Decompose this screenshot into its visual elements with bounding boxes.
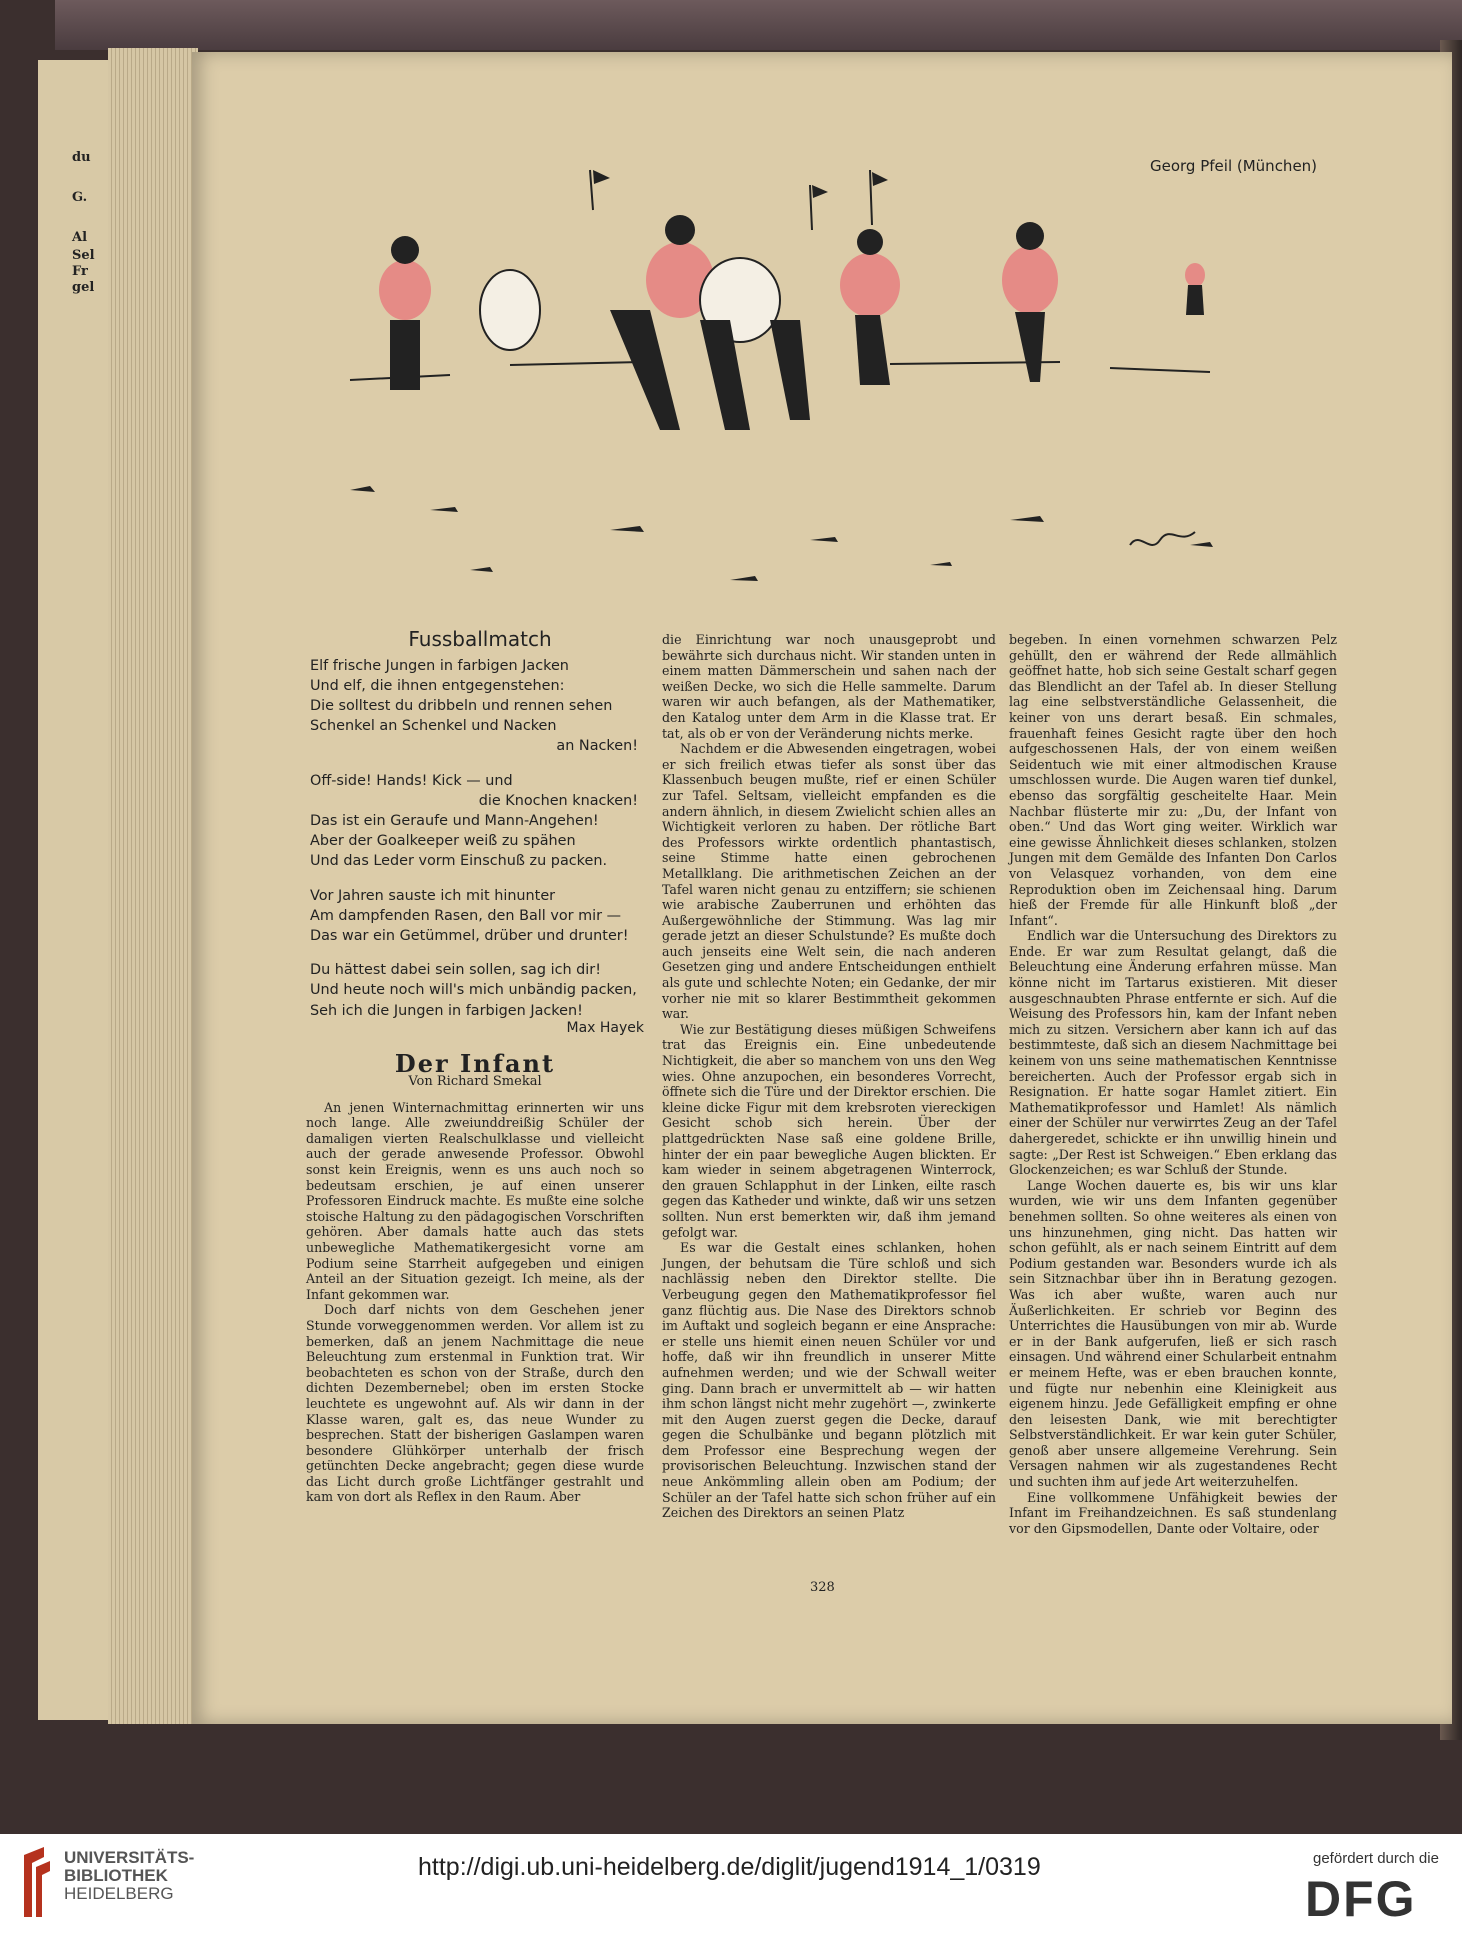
player-jersey (840, 253, 900, 317)
poem-line: Elf frische Jungen in farbigen Jacken (310, 657, 569, 674)
poem-line: Die solltest du dribbeln und rennen sehen (310, 698, 613, 714)
poem-line: Off-side! Hands! Kick — und (310, 772, 513, 789)
poem-author: Max Hayek (566, 1019, 644, 1036)
column-middle (662, 632, 996, 1521)
story-paragraph: Wie zur Bestätigung dieses müßigen Schweifens trat das Ereignis ein. Eine unbedeutende Nichtigkeit, die aber so manchem von uns den Weg wies. Ohne anzupochen, ein besonderes Vorrecht, öffnete sich die Türe und der Direktor erschien. Die kleine dicke Figur mit dem krebsroten viereckigen Gesicht schob sich herein. Über der plattgedrückten Nase saß eine goldene Brille, hinter der ein paar bewegliche Augen blickten. Er kam wieder in seinem abgetragenen Winterrock, den grauen Schlapphut in der Linken, eilte rasch gegen das Katheder und winkte, daß wir uns setzen sollten. Nun erst bemerkten wir, daß ihm jemand gefolgt war. (662, 1021, 996, 1240)
poem-line: Schenkel an Schenkel und Nacken (310, 718, 557, 735)
poem-line: Aber der Goalkeeper weiß zu spähen (310, 833, 576, 850)
story-paragraph: Nachdem er die Abwesenden eingetragen, wobei er sich freilich etwas tiefer als sonst über das Klassenbuch beugen mußte, rief er einen Schüler zur Tafel. Seltsam, vielleicht empfanden es die andern ähnlich, in diesem Zwielicht schien alles an Wichtigkeit verloren zu haben. Der rötliche Bart des Professors wirkte ordentlich phantastisch, seine Stimme hatte einen gebrochenen Metallklang. Die arithmetischen Zeichen an der Tafel waren nicht genau zu entziffern; sie schienen wie arabische Zauberrunen und erhöhten das Außergewöhnliche der Stimmung. Was lag mir gerade jetzt an dieser Schulstunde? Es mußte doch auch jenseits eine Welt sein, die nach anderen Gesetzen ging und andere Entscheidungen enthielt als gute und schlechte Noten; ein Gedanke, der mir vorher nie mit so klarer Bestimmtheit gekommen war. (662, 741, 996, 1022)
poem-line: Und elf, die ihnen entgegenstehen: (310, 677, 565, 694)
flag (812, 185, 828, 198)
story-paragraph: Endlich war die Untersuchung des Direktors zu Ende. Er war zum Resultat gelangt, daß die Beleuchtung eine Änderung erfahren müsse. Man könne nicht im Tartarus existieren. Mit dieser ausgeschnaubten Phrase entfernte er sich. Auf die Weisung des Professors hin, kam der Infant neben mich zu sitzen. Versichern aber kann ich auf das bestimmteste, daß sich an diesem Nachmittage bei keinem von uns seine mathematischen Kenntnisse bereicherten. Auch der Professor ergab sich in Resignation. Er hatte sogar Hamlet zitiert. Ein Mathematikprofessor und Hamlet! Als nämlich einer der Schüler nur verwirrtes Zeug an der Tafel dahergeredet, schickte er ihn unwillig hinein und sagte: „Der Rest ist Schweigen.“ Eben erklang das Glockenzeichen; es war Schluß der Stunde. (1009, 928, 1337, 1178)
poem-stanza (310, 771, 644, 872)
illustration-credit: Georg Pfeil (München) (1150, 157, 1318, 175)
player-head (391, 236, 419, 264)
grass-strokes (350, 486, 1213, 581)
poem-stanza (310, 886, 644, 947)
library-line: UNIVERSITÄTS- (64, 1848, 195, 1867)
left-fragment: Fr (72, 264, 88, 279)
story-paragraph: An jenen Winternachmittag erinnerten wir uns noch lange. Alle zweiunddreißig Schüler der damaligen vierten Realschulklasse und vielleicht auch der gerade anwesende Professor. Obwohl sonst kein Ereignis, wenn es uns auch noch so bedeutsam erschien, je auf einen unserer Professoren Eindruck machte. Es mußte eine solche stoische Haltung zu den pädagogischen Vorschriften gehören. Aber damals hatte auch das stets unbewegliche Mathematikergesicht vorne am Podium seine Starrheit aufgegeben und einigen Anteil an der Situation gezeigt. Ich meine, als der Infant gekommen war. (306, 1099, 644, 1302)
university-library-name (64, 1849, 194, 1903)
story-paragraph: Lange Wochen dauerte es, bis wir uns klar wurden, wie wir uns dem Infanten gegenüber benehmen sollten. So ohne weiteres als einen von uns hinzunehmen, ging nicht. Das hatten wir schon gefühlt, als er nach seinem Eintritt auf dem Podium gestanden war. Besonders wurde ich als sein Sitznachbar über ihn in Beratung gezogen. Was ich aber wußte, waren auch nur Äußerlichkeiten. Er schrieb vor Beginn des Unterrichtes die Hausübungen von mir ab. Wurde er in der Bank aufgerufen, ließ er sich rasch einsagen. Und während einer Schularbeit entnahm er meinem Hefte, was er eben brauchen konnte, und fügte nur nebenhin eine Kleinigkeit aus eigenem hinzu. Jede Gefälligkeit empfing er ohne den leisesten Dank, wie mit berechtigter Selbstverständlichkeit. Er war kein guter Schüler, genoß aber unsere allgemeine Verehrung. Sein Versagen nahmen wir als zugestandenes Recht und suchten ihm auf jede Art weiterzuhelfen. (1009, 1177, 1337, 1490)
poem-line: Und das Leder vorm Einschuß zu packen. (310, 853, 608, 870)
page-edges (108, 48, 198, 1724)
permalink-url[interactable]: http://digi.ub.uni-heidelberg.de/diglit/jugend1914_1/0319 (418, 1853, 1041, 1881)
poem-line: Das ist ein Geraufe und Mann-Angehen! (310, 813, 599, 830)
story-paragraph: begeben. In einen vornehmen schwarzen Pelz gehüllt, den er während der Rede allmählich geöffnet hatte, hob sich seine Gestalt scharf gegen das Blendlicht an der Tafel ab. In dieser Stellung lag eine selbstverständliche Gelassenheit, die keiner von uns derart besaß. Ein schmales, frauenhaft feines Gesicht ragte über den hoch aufgeschossenen Hals, der von einem weißen Seidentuch wie mit einer altmodischen Krause umschlossen wurde. Die Augen waren tief dunkel, ebenso das sorgfältig gescheitelte Haar. Mein Nachbar flüsterte mir zu: „Du, der Infant von oben.“ Und das Wort ging weiter. Wirklich war eine gewisse Ähnlichkeit dieses schlanken, stolzen Jungen mit dem Gemälde des Infanten Don Carlos von Velasquez vorhanden, von dem eine Reproduktion oben im Zeichensaal hing. Darum hieß der Fremde für alle Hinkunft bloß „der Infant“. (1009, 632, 1337, 928)
player-legs (390, 320, 420, 390)
player-legs (855, 315, 890, 385)
poem-line: Am dampfenden Rasen, den Ball vor mir — (310, 907, 622, 924)
poem-title: Fussballmatch (408, 627, 552, 651)
university-library-logo-icon (20, 1845, 54, 1919)
player-head (1016, 222, 1044, 250)
library-city: HEIDELBERG (64, 1884, 174, 1903)
player-shirt (480, 270, 540, 350)
story-paragraph: Doch darf nichts von dem Geschehen jener Stunde vorweggenommen werden. Vor allem ist zu bemerken, daß an jenem Nachmittage die neue Beleuchtung zum erstenmal in Funktion trat. Wir beobachteten es schon von der Straße, durch den dichten Dezembernebel; oben im ersten Stocke leuchtete es ungewohnt auf. Als wir dann in der Klasse waren, galt es, das neue Wunder zu besprechen. Statt der bisherigen Gaslampen waren besondere Glühkörper unterhalb der frisch getünchten Decke angebracht; gegen diese wurde das Licht durch große Lichtfänger gestrahlt und kam von dort als Reflex in den Raum. Aber (306, 1302, 644, 1505)
left-fragment: G. (72, 190, 88, 205)
goalkeeper-legs (1186, 285, 1204, 315)
column-right (1009, 632, 1337, 1536)
football-illustration (310, 150, 1310, 590)
poem-line: die Knochen knacken! (478, 792, 638, 809)
left-fragment: Al (72, 230, 88, 245)
story-paragraph: die Einrichtung war noch unausgeprobt und bewährte sich durchaus nicht. Wir standen unten in einem matten Dämmerschein und sahen nach der weißen Decke, wo sich die Helle sammelte. Darum waren wir auch befangen, als der Mathematiker, den Katalog unter dem Arm in die Klasse trat. Er tat, als ob er von der Veränderung nichts merke. (662, 632, 996, 741)
player-head (665, 215, 695, 245)
flag (593, 170, 610, 184)
scrum-legs (610, 310, 810, 430)
poem-line: Das war ein Getümmel, drüber und drunter! (310, 928, 629, 945)
book-cover-top (55, 0, 1462, 50)
story-author: Von Richard Smekal (408, 1074, 542, 1090)
left-fragment: gel (72, 280, 95, 295)
goalkeeper-jersey (1185, 263, 1205, 287)
left-fragment: Sel (72, 248, 95, 263)
left-fragment: du (72, 150, 91, 165)
flag-poles (590, 170, 872, 230)
viewer-footer (0, 1834, 1462, 1934)
player-jersey (1002, 246, 1058, 314)
column-left (306, 627, 644, 1505)
poem-line: Vor Jahren sauste ich mit hinunter (310, 887, 556, 904)
player-group (379, 215, 1205, 430)
poem-line: Und heute noch will's mich unbändig packen, (310, 982, 637, 999)
poem-line: an Nacken! (556, 738, 638, 755)
funding-label: gefördert durch die (1313, 1850, 1439, 1867)
poem-line: Du hättest dabei sein sollen, sag ich dir! (310, 962, 601, 979)
player-legs (1015, 312, 1045, 382)
poem-stanza (310, 656, 644, 757)
story-paragraph: Es war die Gestalt eines schlanken, hohen Jungen, der behutsam die Türe schloß und sich nachlässig neben den Direktor stellte. Die Verbeugung gegen den Mathematikprofessor fiel ganz flüchtig aus. Die Nase des Direktors schnob im Auftakt und sogleich begann er eine Ansprache: er stelle uns hiemit einen neuen Schüler vor und hoffe, daß wir ihn freundlich in unserer Mitte aufnehmen werden; und wie der Schwall weiter ging. Dann brach er unvermittelt ab — wir hatten ihm schon längst nicht mehr zugehört —, zwinkerte mit den Augen zuerst gegen die Decke, darauf gegen die Schulbänke und begann plötzlich mit dem Professor eine Besprechung wegen der provisorischen Beleuchtung. Inzwischen stand der neue Ankömmling allein oben am Podium; der Schüler an der Tafel hatte sich schon früher auf ein Zeichen des Direktors an seinen Platz (662, 1240, 996, 1521)
player-head (857, 229, 883, 255)
artist-signature (1130, 532, 1195, 545)
poem-stanza (310, 960, 644, 1021)
poem-line: Seh ich die Jungen in farbigen Jacken! (310, 1002, 583, 1019)
dfg-logo: DFG (1305, 1871, 1417, 1927)
left-page-margin (38, 60, 110, 1720)
library-line: BIBLIOTHEK (64, 1866, 168, 1885)
story-paragraph: Eine vollkommene Unfähigkeit bewies der Infant im Freihandzeichnen. Es saß stundenlang vor den Gipsmodellen, Dante oder Voltaire, oder (1009, 1489, 1337, 1536)
story-title: Der Infant (394, 1049, 556, 1079)
flag (872, 172, 888, 186)
player-jersey (379, 260, 431, 320)
page-number: 328 (810, 1580, 835, 1595)
